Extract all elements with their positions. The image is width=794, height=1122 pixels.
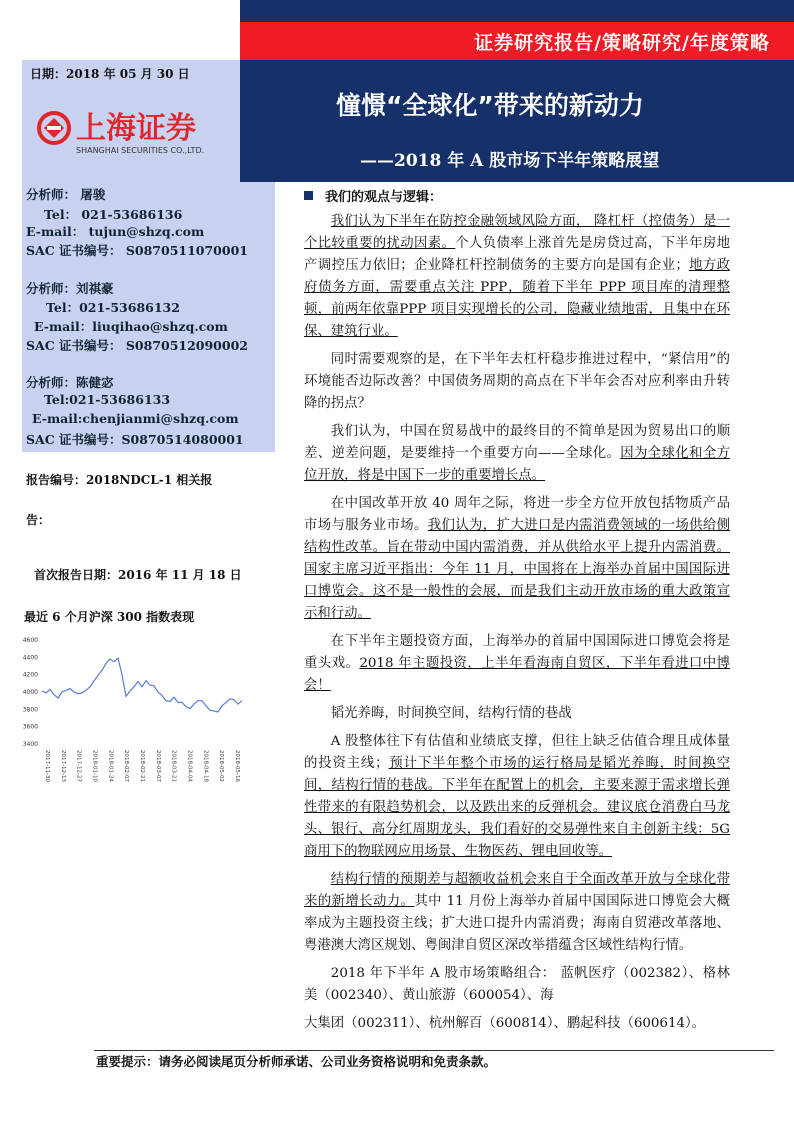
analyst-1-tel: Tel： 021-53686136 [44,207,183,222]
company-logo [34,96,234,166]
x-tick-label: 2018-02-21 [139,750,145,782]
x-tick-label: 2018-02-07 [123,750,130,782]
analyst-3-email[interactable]: E-mail:chenjianmi@shzq.com [32,411,239,426]
body-paragraph [304,349,730,415]
paragraph-text: 大集团（002311）、杭州解百（600814）、鹏起科技（600614）。 [304,1016,706,1031]
paragraph-text: 其中 11 月份上海举办首届中国国际进口博览会大概率成为主题投资主线；扩大进口提升内需消费；海南自贸港改革落地、粤港澳大湾区规划、粤闽津自贸区深改举措蕴含区域性结构行情。 [304,894,730,953]
x-tick-label: 2018-01-24 [107,750,114,782]
logo-en-text: SHANGHAI SECURITIES CO.,LTD. [76,146,205,155]
underlined-text: 我们认为下半年在防控金融领域风险方面， 降杠杆（控债务）是一个比较重要的扰动因素。 [304,214,730,251]
y-tick-label: 3600 [22,723,38,731]
x-tick-label: 2017-12-13 [59,750,66,782]
x-tick-label: 2018-04-18 [202,750,209,782]
body-paragraph [304,703,730,725]
first-report-date: 首次报告日期：2016 年 11 月 18 日 [34,568,242,582]
underlined-text: 预计下半年整个市场的运行格局是韬光养晦，时间换空间，结构行情的巷战。下半年在配置上的机会，主要来源于需求增长弹性带来的有限趋势机会，以及跌出来的反弹机会。建议底仓消费白马龙头、银行、高分红周期龙头，我们看好的交易弹性来自主创新主线：5G 商用下的物联网应用场景、生物医药、锂电回收等。 [304,756,730,859]
report-number-cont: 告： [26,513,51,527]
chart-caption: 最近 6 个月沪深 300 指数表现 [24,610,195,624]
paragraph-text: 在下半年主题投资方面，上海举办的首届中国国际进口博览会将是重头戏。 [304,634,730,671]
x-tick-label: 2018-04-04 [186,750,193,782]
underlined-text: 地方政府债务方面，需要重点关注 PPP，随着下半年 PPP 项目库的清理整顿，前两年依靠PPP 项目实现增长的公司，隐藏业绩地雷，且集中在环保、建筑行业。 [304,258,731,339]
page-subtitle: ——2018 年 A 股市场下半年策略展望 [360,151,660,171]
analyst-1-email[interactable]: E-mail： tujun@shzq.com [26,224,205,239]
analyst-2-email[interactable]: E-mail：liuqihao@shzq.com [34,319,228,334]
underlined-text: 结构行情的预期差与超额收益机会来自于全面改革开放与全球化带来的新增长动力。 [304,872,730,909]
paragraph-text: 2018 年下半年 A 股市场策略组合： 蓝帆医疗（002382）、格林美（002340）、黄山旅游（600054）、海 [304,966,730,1003]
logo-cn-text: 上海证券 [76,111,196,146]
report-category: 证券研究报告/策略研究/年度策略 [474,32,770,54]
observations-heading-text: 我们的观点与逻辑： [325,190,443,205]
series-line [42,658,242,712]
analyst-1-sac: SAC 证书编号： S0870511070001 [26,243,248,258]
underlined-text: 我们认为，扩大进口是内需消费领域的一场供给侧结构性改革。旨在带动中国内需消费，并从供给水平上提升内需消费。国家主席习近平指出：今年 11 月，中国将在上海举办首届中国国际进口博览会。这不是一般性的会展，而是我们主动开放市场的重大政策宣示和行动。 [304,518,731,621]
analyst-3-tel: Tel:021-53686133 [44,392,171,407]
analyst-2-name: 分析师：刘祺豪 [26,281,114,296]
x-tick-label: 2018-05-16 [234,750,240,782]
y-tick-label: 4000 [22,689,38,696]
page-title: 憧憬“全球化”带来的新动力 [336,91,644,120]
analyst-3-sac: SAC 证书编号：S0870514080001 [26,432,244,447]
x-tick-label: 2017-12-27 [75,750,82,782]
body-paragraph [304,211,730,343]
category-band [240,22,794,60]
paragraph-text: 在中国改革开放 40 周年之际，将进一步全方位开放包括物质产品市场与服务业市场。 [304,496,730,533]
report-date: 日期：2018 年 05 月 30 日 [30,67,190,81]
x-tick-label: 2018-01-10 [91,750,98,782]
hs300-chart [14,632,244,792]
underlined-text: 因为全球化和全方位开放，将是中国下一步的重要增长点。 [304,446,731,483]
body-paragraph [304,869,730,957]
body-paragraph [304,631,730,697]
analyst-1-name: 分析师： 屠骏 [26,187,106,202]
report-number: 报告编号：2018NDCL-1 相关报 [26,473,213,487]
disclaimer-divider [94,1050,774,1051]
x-tick-label: 2018-05-02 [218,750,225,782]
body-paragraph [304,1013,730,1035]
underlined-text: 2018 年主题投资，上半年看海南自贸区，下半年看进口中博会！ [304,656,731,693]
disclaimer: 重要提示：请务必阅读尾页分析师承诺、公司业务资格说明和免责条款。 [96,1054,497,1069]
y-tick-label: 3800 [22,706,38,714]
x-tick-label: 2018-03-07 [154,750,161,782]
paragraph-text: 韬光养晦，时间换空间，结构行情的巷战 [330,706,572,721]
y-tick-label: 4400 [22,654,38,662]
analyst-2-tel: Tel：021-53686132 [46,300,180,315]
paragraph-text: A 股整体往下有估值和业绩底支撑，但往上缺乏估值合理且成体量的投资主线； [304,734,730,771]
paragraph-text: 同时需要观察的是，在下半年去杠杆稳步推进过程中，“紧信用”的环境能否边际改善？中国债务周期的高点在下半年会否对应利率由升转降的拐点？ [304,352,730,411]
x-tick-label: 2018-03-21 [170,750,177,782]
square-bullet-icon [304,191,313,200]
observations-heading [304,186,442,205]
y-tick-label: 4200 [22,671,38,679]
analyst-3-name: 分析师：陈健宓 [26,375,114,390]
body-paragraph [304,963,730,1007]
x-tick-label: 2017-11-30 [44,750,50,782]
analyst-2-sac: SAC 证书编号： S0870512090002 [26,338,248,353]
top-color-bar [240,0,794,22]
body-paragraph [304,493,730,625]
paragraph-text: 我们认为，中国在贸易战中的最终目的不简单是因为贸易出口的顺差、逆差问题，是要维持一个重要方向——全球化。 [304,424,730,461]
body-paragraph [304,731,730,863]
y-tick-label: 4600 [22,637,38,644]
y-tick-label: 3400 [22,741,38,748]
observations-body [304,211,730,1041]
paragraph-text: 个人负债率上涨首先是房贷过高，下半年房地产调控压力依旧；企业降杠杆控制债务的主要方向是国有企业； [304,236,731,273]
body-paragraph [304,421,730,487]
